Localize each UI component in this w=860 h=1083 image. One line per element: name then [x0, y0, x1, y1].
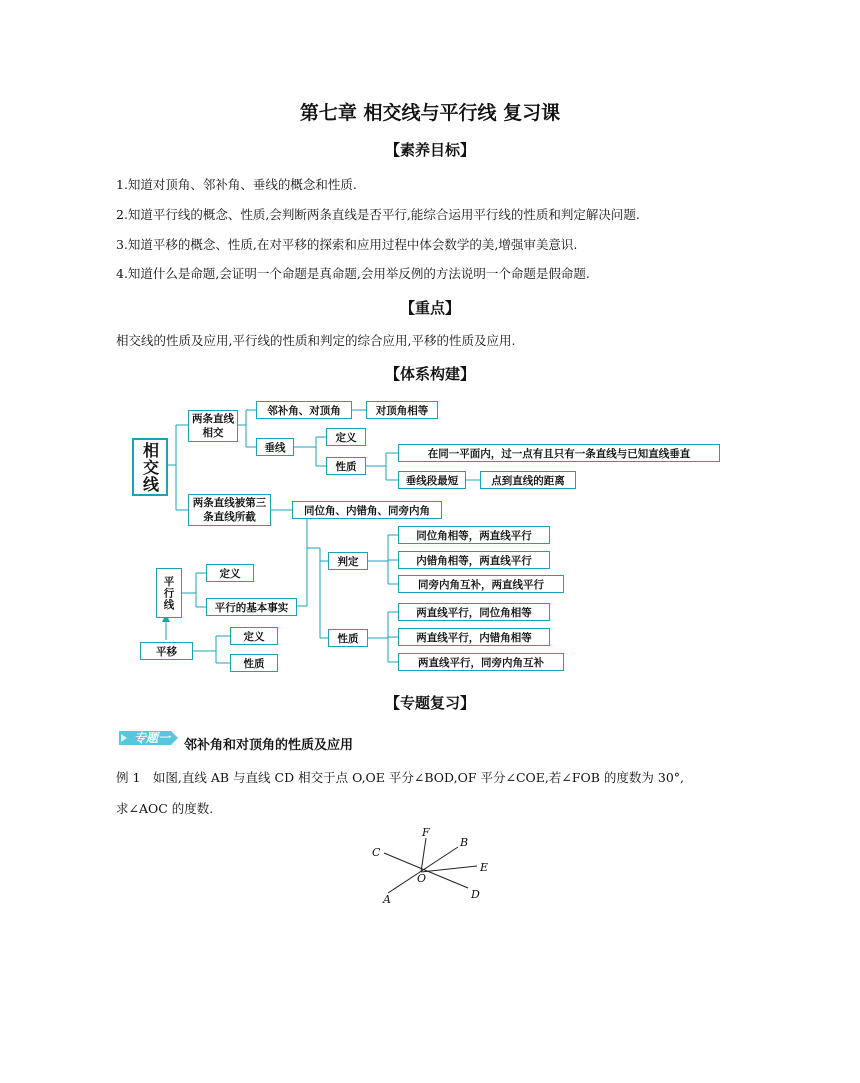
node-vert-equal: 对顶角相等	[366, 401, 438, 419]
node-prop: 性质	[328, 629, 368, 647]
node-prop-1: 两直线平行，同位角相等	[398, 603, 550, 621]
node-judge: 判定	[328, 552, 368, 570]
goal-2: 2.知道平行线的概念、性质,会判断两条直线是否平行,能综合运用平行线的性质和判定解决问题.	[116, 207, 640, 222]
node-prop-2: 两直线平行，内错角相等	[398, 628, 550, 646]
point-label-e: E	[480, 861, 489, 874]
section-key: 【重点】	[399, 299, 460, 317]
section-goals: 【素养目标】	[384, 141, 475, 159]
node-perp-prop: 性质	[326, 457, 366, 475]
node-intersect: 两条直线相交	[188, 410, 238, 442]
page-title: 第七章 相交线与平行线 复习课	[299, 102, 561, 124]
point-label-c: C	[372, 846, 381, 859]
node-parallel: 平行线	[156, 568, 182, 618]
node-basic-fact: 平行的基本事实	[206, 598, 297, 616]
example-line-2: 求∠AOC 的度数.	[116, 801, 214, 816]
node-par-def: 定义	[206, 564, 254, 582]
goal-3: 3.知道平移的概念、性质,在对平移的探索和应用过程中体会数学的美,增强审美意识.	[116, 237, 578, 252]
point-label-b: B	[460, 836, 469, 849]
node-perp-unique: 在同一平面内，过一点有且只有一条直线与已知直线垂直	[398, 444, 720, 462]
topic-badge-label: 专题一	[134, 731, 171, 745]
node-judge-2: 内错角相等，两直线平行	[398, 551, 550, 569]
key-text: 相交线的性质及应用,平行线的性质和判定的综合应用,平移的性质及应用.	[116, 333, 516, 348]
node-tr-def: 定义	[230, 627, 278, 645]
node-judge-3: 同旁内角互补，两直线平行	[398, 575, 564, 593]
node-cut: 两条直线被第三条直线所截	[188, 494, 271, 526]
goal-4: 4.知道什么是命题,会证明一个命题是真命题,会用举反例的方法说明一个命题是假命题.	[116, 266, 590, 281]
node-prop-3: 两直线平行，同旁内角互补	[398, 653, 564, 671]
node-perp: 垂线	[256, 438, 294, 456]
node-root: 相交线	[132, 438, 168, 496]
section-system: 【体系构建】	[384, 365, 475, 383]
node-perp-def: 定义	[326, 428, 366, 446]
topic-title: 邻补角和对顶角的性质及应用	[184, 738, 354, 753]
node-judge-1: 同位角相等，两直线平行	[398, 526, 550, 544]
example-line-1: 例 1 如图,直线 AB 与直线 CD 相交于点 O,OE 平分∠BOD,OF 平分∠COE,若∠FOB 的度数为 30°,	[116, 770, 685, 785]
node-shortest: 垂线段最短	[398, 471, 466, 489]
node-angles: 同位角、内错角、同旁内角	[292, 501, 442, 519]
node-translate: 平移	[140, 642, 193, 660]
point-label-o: O	[417, 872, 427, 885]
point-label-a: A	[383, 893, 391, 906]
point-label-f: F	[422, 826, 430, 839]
goal-1: 1.知道对顶角、邻补角、垂线的概念和性质.	[116, 177, 357, 192]
point-label-d: D	[471, 888, 480, 901]
node-tr-prop: 性质	[230, 654, 278, 672]
section-review: 【专题复习】	[384, 694, 475, 712]
node-distance: 点到直线的距离	[480, 471, 576, 489]
node-adj-vert: 邻补角、对顶角	[256, 401, 352, 419]
